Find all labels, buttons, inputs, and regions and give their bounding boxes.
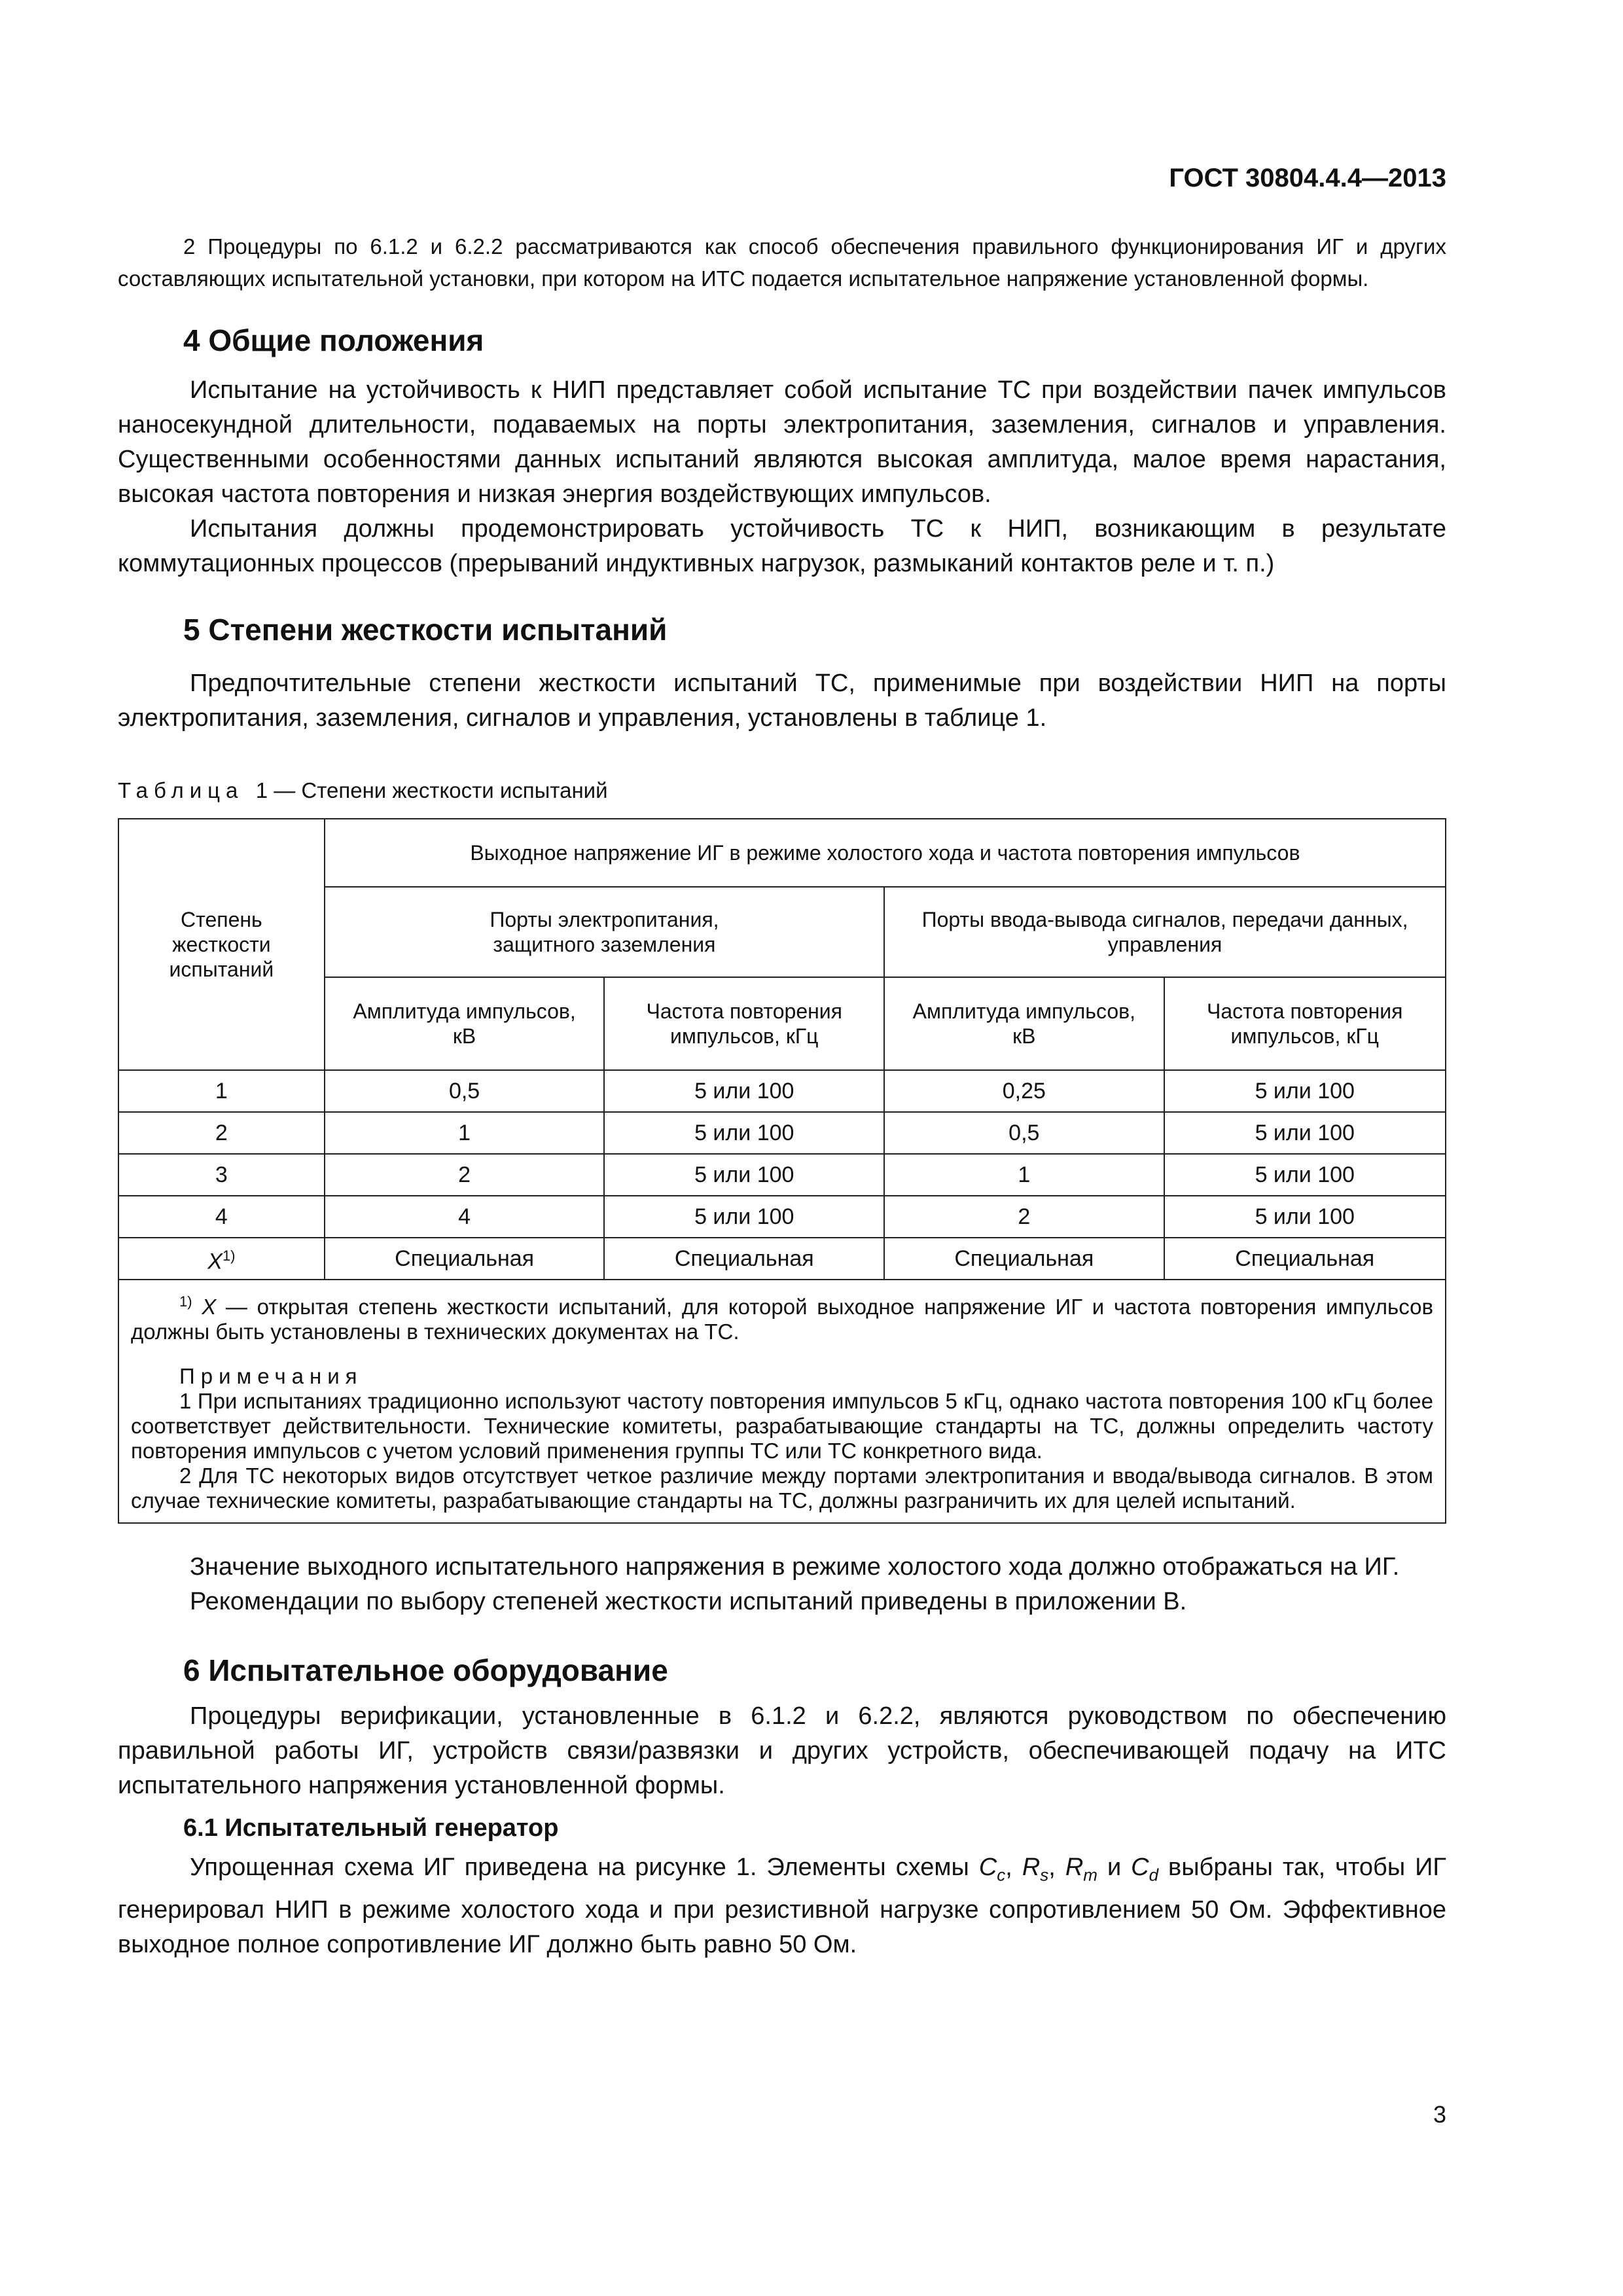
x-symbol: X (207, 1249, 223, 1274)
symbol-subscript: c (997, 1865, 1006, 1885)
table-note-1: 1 При испытаниях традиционно используют частоту повторения импульсов 5 кГц, однако частота повторения 100 кГц более соответствует действительности. Технические комитеты, разрабатывающие стандарты на ТС, должны определить частоту повторения импульсов с учетом условий применения группы ТС или ТС конкретного вида. (131, 1389, 1433, 1463)
header-signal-ports: Порты ввода-вывода сигналов, передачи данных, управления (884, 887, 1446, 977)
table-cell-x-label (118, 1238, 325, 1280)
symbol-rs (1022, 1854, 1049, 1885)
subsection-6-1-paragraph (118, 1850, 1446, 1962)
header-severity-level: Степень жесткости испытаний (118, 819, 325, 1070)
page-body (118, 230, 1446, 1962)
table-cell: 5 или 100 (604, 1070, 884, 1112)
symbol-cd (1131, 1854, 1159, 1885)
table-cell: 4 (325, 1196, 605, 1238)
page-number: 3 (1433, 2101, 1446, 2128)
separator: и (1097, 1854, 1132, 1881)
table-cell: 0,25 (884, 1070, 1164, 1112)
table-footnote-row (118, 1280, 1446, 1523)
table-cell: Специальная (325, 1238, 605, 1280)
table-cell: Специальная (604, 1238, 884, 1280)
table-cell: 1 (325, 1112, 605, 1154)
notes-title: Примечания (179, 1364, 363, 1388)
section-4-paragraph-1: Испытание на устойчивость к НИП представляет собой испытание ТС при воздействии пачек импульсов наносекундной длительности, подаваемых на порты электропитания, заземления, сигналов и управления. Существенными особенностями данных испытаний являются высокая амплитуда, малое время нарастания, высокая частота повторения и низкая энергия воздействующих импульсов. (118, 376, 1446, 508)
section-4-heading: 4 Общие положения (183, 323, 484, 357)
footnote-x-text: — открытая степень жесткости испытаний, для которой выходное напряжение ИГ и частота повторения импульсов должны быть установлены в технических документах на ТС. (131, 1295, 1433, 1344)
table-cell: 3 (118, 1154, 325, 1196)
header-amplitude-power: Амплитуда импульсов, кВ (325, 977, 605, 1070)
section-6-heading: 6 Испытательное оборудование (183, 1653, 668, 1687)
symbol-cc (978, 1854, 1006, 1885)
table-row-x (118, 1238, 1446, 1280)
table-cell: 2 (325, 1154, 605, 1196)
header-power-ports: Порты электропитания, защитного заземления (325, 887, 884, 977)
symbol-letter: C (1131, 1854, 1149, 1881)
table-cell: 1 (118, 1070, 325, 1112)
symbol-subscript: d (1149, 1865, 1159, 1885)
symbol-letter: R (1065, 1854, 1084, 1881)
header-output-voltage: Выходное напряжение ИГ в режиме холостого хода и частота повторения импульсов (325, 819, 1446, 887)
p2-end: выбраны так, чтобы ИГ генерировал НИП в режиме холостого хода и при резистивной нагрузке сопротивлением 50 Ом. Эффективное выходное полное сопротивление ИГ должно быть равно 50 Ом. (118, 1854, 1446, 1958)
separator: , (1005, 1854, 1022, 1881)
table-cell: 5 или 100 (1164, 1196, 1446, 1238)
footnote-mark: 1) (179, 1293, 192, 1310)
table-row (118, 1154, 1446, 1196)
table-cell: Специальная (1164, 1238, 1446, 1280)
symbol-rm (1065, 1854, 1097, 1885)
table-cell: 5 или 100 (1164, 1154, 1446, 1196)
section-5-paragraph-1: Предпочтительные степени жесткости испытаний ТС, применимые при воздействии НИП на порты электропитания, заземления, сигналов и управления, установлены в таблице 1. (118, 670, 1446, 732)
symbol-subscript: m (1083, 1865, 1097, 1885)
table-caption-text: 1 — Степени жесткости испытаний (255, 778, 608, 802)
table-cell: 0,5 (325, 1070, 605, 1112)
table-cell: 5 или 100 (604, 1196, 884, 1238)
table-cell: 2 (884, 1196, 1164, 1238)
table-row (118, 1070, 1446, 1112)
section-5-heading: 5 Степени жесткости испытаний (183, 613, 668, 647)
table-row (118, 1196, 1446, 1238)
table-cell: 5 или 100 (604, 1154, 884, 1196)
table-header-row-1 (118, 819, 1446, 887)
header-amplitude-signal: Амплитуда импульсов, кВ (884, 977, 1164, 1070)
symbol-subscript: s (1040, 1865, 1049, 1885)
section-6-paragraph-1: Процедуры верификации, установленные в 6.1.2 и 6.2.2, являются руководством по обеспечению правильной работы ИГ, устройств связи/развязки и других устройств, обеспечивающей подачу на ИТС испытательного напряжения установленной формы. (118, 1702, 1446, 1799)
header-frequency-signal: Частота повторения импульсов, кГц (1164, 977, 1446, 1070)
header-frequency-power: Частота повторения импульсов, кГц (604, 977, 884, 1070)
table-cell: 5 или 100 (1164, 1112, 1446, 1154)
after-table-paragraph-1: Значение выходного испытательного напряжения в режиме холостого хода должно отображаться на ИГ. (190, 1553, 1400, 1581)
table-caption-word: Таблица (118, 778, 244, 802)
symbol-letter: R (1022, 1854, 1041, 1881)
p2-start: Упрощенная схема ИГ приведена на рисунке 1. Элементы схемы (190, 1854, 979, 1881)
intro-note: 2 Процедуры по 6.1.2 и 6.2.2 рассматриваются как способ обеспечения правильного функционирования ИГ и других составляющих испытательной установки, при котором на ИТС подается испытательное напряжение установленной формы. (118, 234, 1446, 291)
section-4-paragraph-2: Испытания должны продемонстрировать устойчивость ТС к НИП, возникающим в результате коммутационных процессов (прерываний индуктивных нагрузок, размыканий контактов реле и т. п.) (118, 515, 1446, 577)
after-table-paragraph-2: Рекомендации по выбору степеней жесткости испытаний приведены в приложении В. (190, 1588, 1187, 1615)
footnote-x (131, 1289, 1433, 1344)
table-note-2: 2 Для ТС некоторых видов отсутствует четкое различие между портами электропитания и ввода/вывода сигналов. В этом случае технические комитеты, разрабатывающие стандарты на ТС, должны разграничить их для целей испытаний. (131, 1463, 1433, 1513)
footnote-x-symbol: X (202, 1295, 217, 1319)
table-cell: Специальная (884, 1238, 1164, 1280)
footnote-ref: 1) (222, 1247, 236, 1264)
table-footnotes (118, 1280, 1446, 1523)
table-row (118, 1112, 1446, 1154)
table-caption (118, 776, 1446, 805)
subsection-6-1-heading: 6.1 Испытательный генератор (183, 1814, 559, 1842)
table-cell: 4 (118, 1196, 325, 1238)
severity-table (118, 818, 1446, 1524)
table-cell: 0,5 (884, 1112, 1164, 1154)
table-cell: 5 или 100 (604, 1112, 884, 1154)
table-cell: 5 или 100 (1164, 1070, 1446, 1112)
document-designation: ГОСТ 30804.4.4—2013 (1169, 164, 1446, 192)
symbol-letter: C (978, 1854, 997, 1881)
table-cell: 1 (884, 1154, 1164, 1196)
separator: , (1048, 1854, 1065, 1881)
table-cell: 2 (118, 1112, 325, 1154)
